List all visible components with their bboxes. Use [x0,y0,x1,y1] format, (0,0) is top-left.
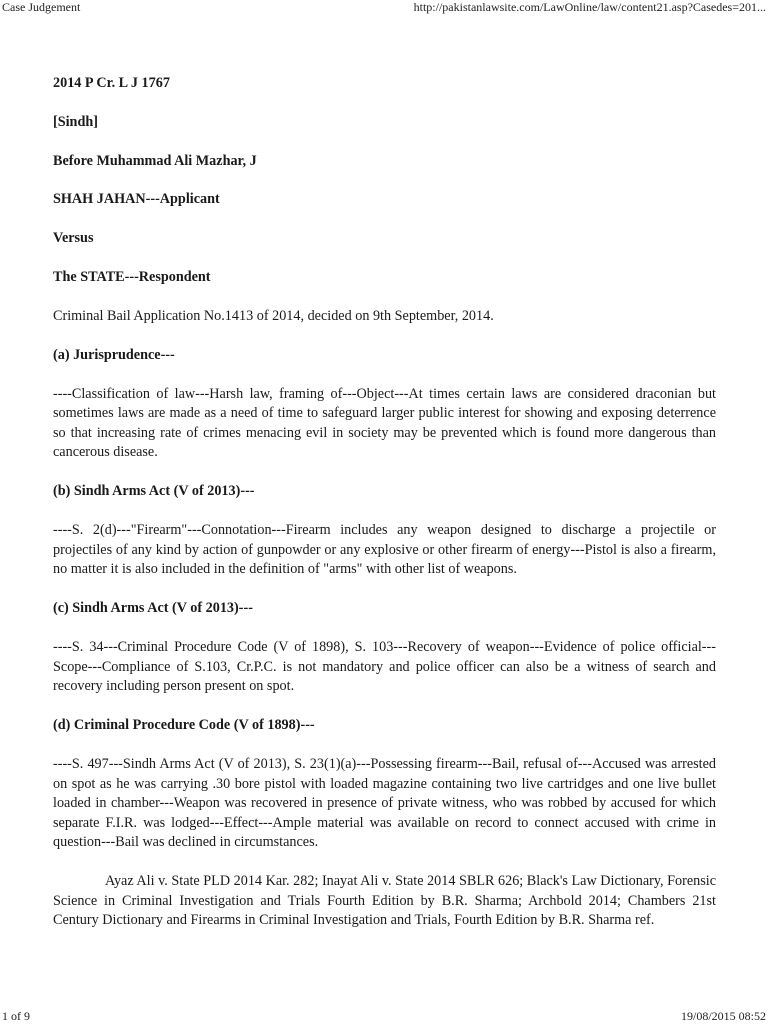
citation: 2014 P Cr. L J 1767 [53,75,170,91]
page-number: 1 of 9 [2,1009,30,1023]
case-info: Criminal Bail Application No.1413 of 2014, decided on 9th September, 2014. [53,307,494,324]
respondent: The STATE---Respondent [53,268,211,285]
section-body: ----S. 2(d)---"Firearm"---Connotation---Firearm includes any weapon designed to discharge a projectile or projectiles of any kind by action of gunpowder or any explosive or other firearm of energy---Pistol is also a firearm, no matter it is also included in the definition of "arms" with other list of weapons. [53,522,716,578]
section-heading: (d) Criminal Procedure Code (V of 1898)--- [53,717,315,734]
judgement-content [53,74,716,931]
section-body: ----S. 34---Criminal Procedure Code (V of 1898), S. 103---Recovery of weapon---Evidence of police official---Scope---Compliance of S.103, Cr.P.C. is not mandatory and police officer can also be a witness of search and recovery including person present on spot. [53,639,716,695]
section-body: ----Classification of law---Harsh law, framing of---Object---At times certain laws are considered draconian but sometimes laws are made as a need of time to safeguard larger public interest for showing and exposing deterrence so that increasing rate of crimes menacing evil in society may be prevented which is found more dangerous than cancerous disease. [53,385,716,461]
section-heading: (c) Sindh Arms Act (V of 2013)--- [53,600,253,617]
print-header [0,0,768,15]
header-url: http://pakistanlawsite.com/LawOnline/law/content21.asp?Casedes=201... [413,0,766,14]
versus: Versus [53,230,94,247]
section-body: ----S. 497---Sindh Arms Act (V of 2013), S. 23(1)(a)---Possessing firearm---Bail, refusal of---Accused was arrested on spot as he was carrying .30 bore pistol with loaded magazine containing two live cartridges and one live bullet loaded in chamber---Weapon was recovered in presence of private witness, who was robbed by accused for which separate F.I.R. was lodged---Effect---Ample material was available on record to connect accused with crime in question---Bail was declined in circumstances. [53,756,716,851]
section-heading: (a) Jurisprudence--- [53,346,175,363]
bench: Before Muhammad Ali Mazhar, J [53,152,257,169]
print-footer [0,1009,768,1024]
print-timestamp: 19/08/2015 08:52 [680,1009,766,1023]
applicant: SHAH JAHAN---Applicant [53,191,220,208]
section-heading: (b) Sindh Arms Act (V of 2013)--- [53,483,255,500]
court-name: [Sindh] [53,113,98,130]
header-title: Case Judgement [2,0,81,14]
cited-cases: Ayaz Ali v. State PLD 2014 Kar. 282; Inayat Ali v. State 2014 SBLR 626; Black's Law Dictionary, Forensic Science in Criminal Investigation and Trials Fourth Edition by B.R. Sharma; Archbold 2014; Chambers 21st Century Dictionary and Firearms in Criminal Investigation and Trials, Fourth Edition by B.R. Sharma ref. [53,873,716,929]
